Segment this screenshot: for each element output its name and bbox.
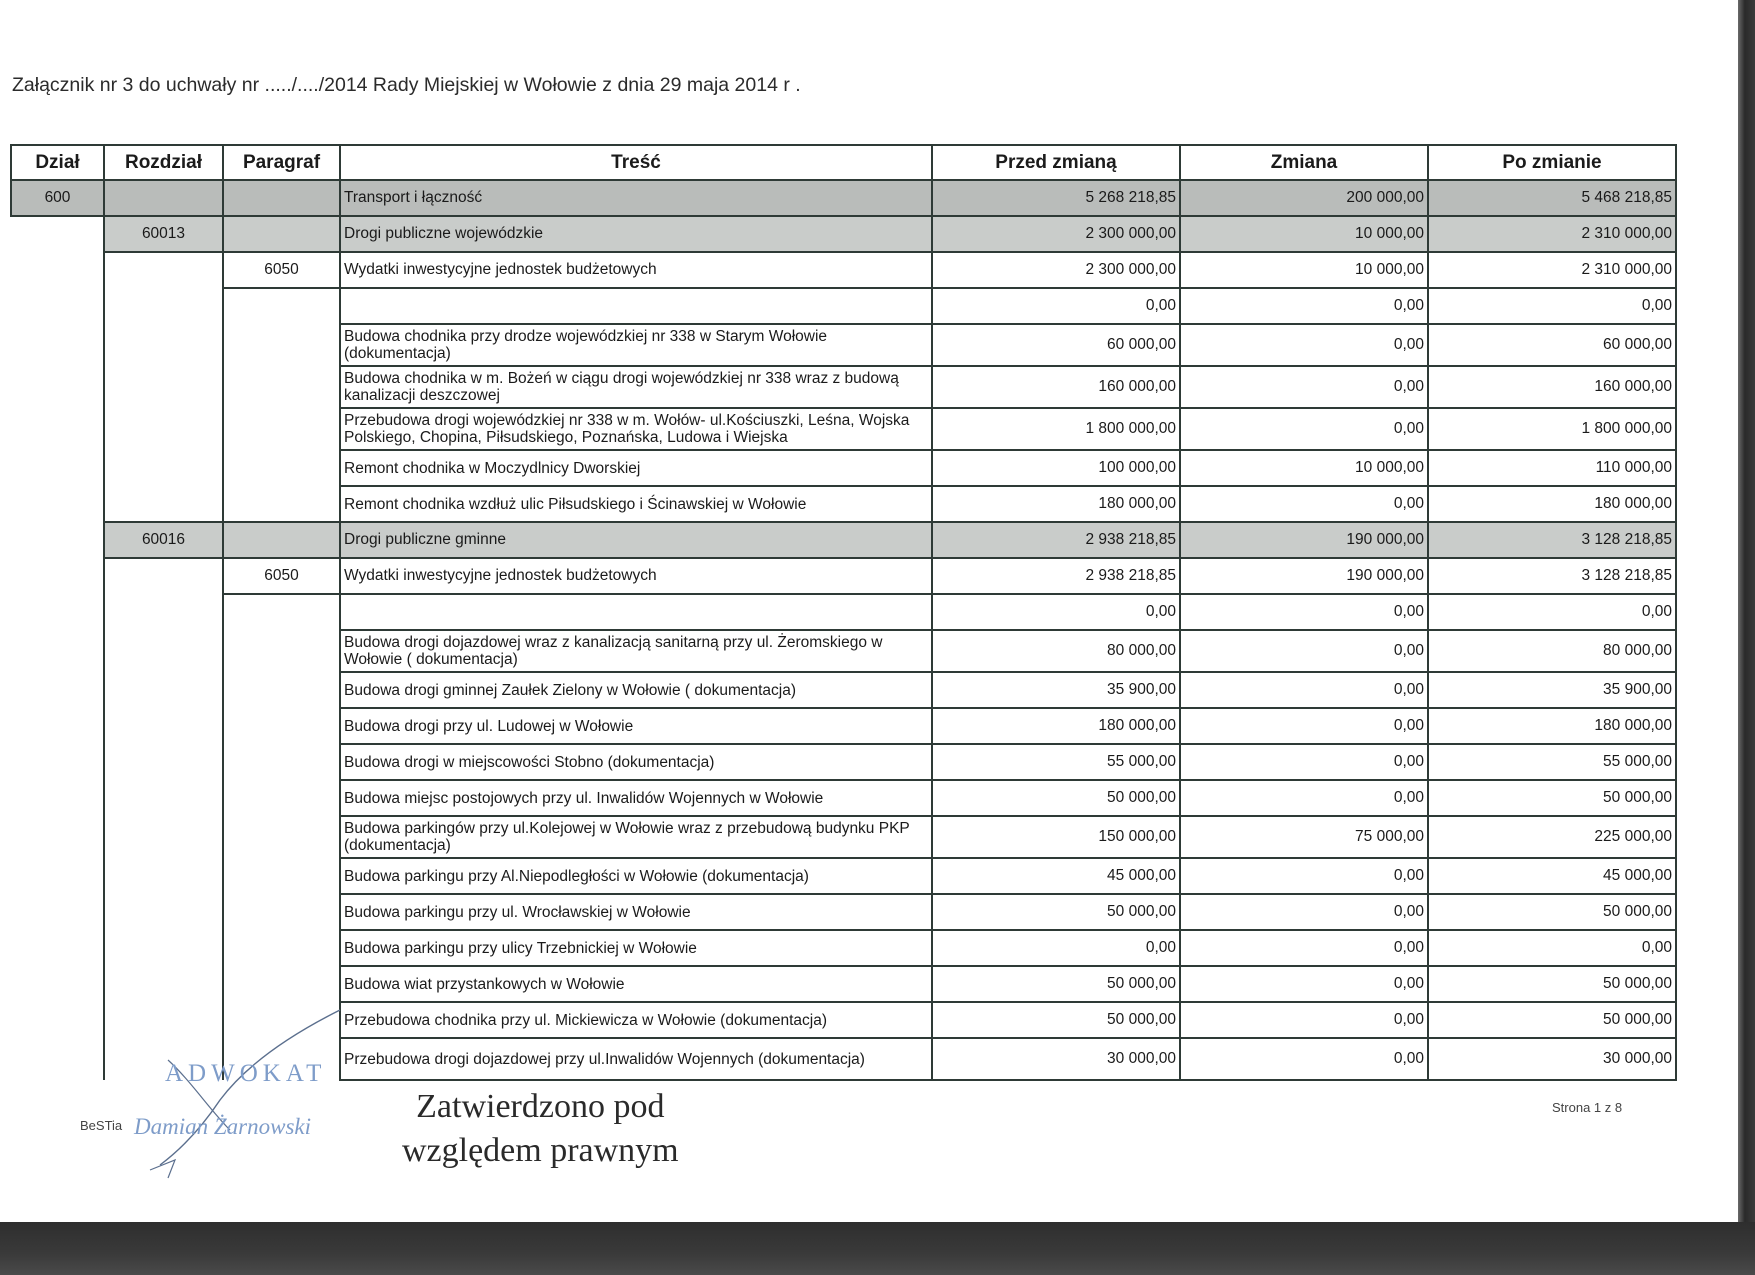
- item-przed: 55 000,00: [932, 744, 1180, 780]
- item-name: Remont chodnika wzdłuż ulic Piłsudskiego i Ścinawskiej w Wołowie: [340, 486, 932, 522]
- item-po: 1 800 000,00: [1428, 408, 1676, 450]
- item-przed: 1 800 000,00: [932, 408, 1180, 450]
- item-po: 50 000,00: [1428, 966, 1676, 1002]
- item-po: 0,00: [1428, 288, 1676, 324]
- rozdzial-przed: 2 938 218,85: [932, 522, 1180, 558]
- item-po: 50 000,00: [1428, 894, 1676, 930]
- paragraf-po: 3 128 218,85: [1428, 558, 1676, 594]
- item-przed: 45 000,00: [932, 858, 1180, 894]
- dzial-name: Transport i łączność: [340, 180, 932, 216]
- item-name: Budowa drogi w miejscowości Stobno (dokumentacja): [340, 744, 932, 780]
- item-name: Przebudowa drogi wojewódzkiej nr 338 w m. Wołów- ul.Kościuszki, Leśna, Wojska Polskiego, Chopina, Piłsudskiego, Poznańska, Ludowa i Wiejska: [340, 408, 932, 450]
- item-po: 50 000,00: [1428, 780, 1676, 816]
- item-name: Budowa drogi dojazdowej wraz z kanalizacją sanitarną przy ul. Żeromskiego w Wołowie ( dokumentacja): [340, 630, 932, 672]
- col-header-po-zmianie: Po zmianie: [1428, 145, 1676, 180]
- document-header: Załącznik nr 3 do uchwały nr ...../..../2014 Rady Miejskiej w Wołowie z dnia 29 maja 2014 r .: [12, 74, 801, 96]
- item-name: Budowa parkingu przy Al.Niepodległości w Wołowie (dokumentacja): [340, 858, 932, 894]
- stamp-name: Damian Żarnowski: [134, 1114, 311, 1139]
- item-po: 0,00: [1428, 930, 1676, 966]
- item-po: 180 000,00: [1428, 486, 1676, 522]
- item-po: 45 000,00: [1428, 858, 1676, 894]
- item-po: 160 000,00: [1428, 366, 1676, 408]
- item-przed: 150 000,00: [932, 816, 1180, 858]
- col-header-tresc: Treść: [340, 145, 932, 180]
- item-przed: 180 000,00: [932, 708, 1180, 744]
- item-przed: 30 000,00: [932, 1038, 1180, 1080]
- approval-line-1: Zatwierdzono pod: [416, 1088, 665, 1125]
- col-header-zmiana: Zmiana: [1180, 145, 1428, 180]
- paragraf-code: 6050: [223, 252, 340, 288]
- item-zmiana: 0,00: [1180, 594, 1428, 630]
- scanner-edge-bottom: [0, 1222, 1755, 1275]
- item-name: Budowa chodnika w m. Bożeń w ciągu drogi wojewódzkiej nr 338 wraz z budową kanalizacji deszczowej: [340, 366, 932, 408]
- item-name: Przebudowa chodnika przy ul. Mickiewicza w Wołowie (dokumentacja): [340, 1002, 932, 1038]
- paragraf-code: 6050: [223, 558, 340, 594]
- item-name: Budowa miejsc postojowych przy ul. Inwalidów Wojennych w Wołowie: [340, 780, 932, 816]
- item-name: Budowa drogi gminnej Zaułek Zielony w Wołowie ( dokumentacja): [340, 672, 932, 708]
- dzial-code: 600: [11, 180, 104, 216]
- item-po: 55 000,00: [1428, 744, 1676, 780]
- item-po: 35 900,00: [1428, 672, 1676, 708]
- item-zmiana: 0,00: [1180, 408, 1428, 450]
- rozdzial-code: 60013: [104, 216, 223, 252]
- item-name: Budowa parkingu przy ulicy Trzebnickiej w Wołowie: [340, 930, 932, 966]
- item-zmiana: 0,00: [1180, 1038, 1428, 1080]
- rozdzial-code: 60016: [104, 522, 223, 558]
- item-zmiana: 0,00: [1180, 858, 1428, 894]
- paragraf-name: Wydatki inwestycyjne jednostek budżetowych: [340, 558, 932, 594]
- item-zmiana: 0,00: [1180, 1002, 1428, 1038]
- item-zmiana: 0,00: [1180, 486, 1428, 522]
- item-zmiana: 10 000,00: [1180, 450, 1428, 486]
- item-przed: 160 000,00: [932, 366, 1180, 408]
- paragraf-przed: 2 300 000,00: [932, 252, 1180, 288]
- item-przed: 0,00: [932, 288, 1180, 324]
- item-zmiana: 0,00: [1180, 324, 1428, 366]
- item-zmiana: 0,00: [1180, 780, 1428, 816]
- rozdzial-przed: 2 300 000,00: [932, 216, 1180, 252]
- rozdzial-po: 3 128 218,85: [1428, 522, 1676, 558]
- item-po: 110 000,00: [1428, 450, 1676, 486]
- item-zmiana: 0,00: [1180, 930, 1428, 966]
- paragraf-name: Wydatki inwestycyjne jednostek budżetowych: [340, 252, 932, 288]
- rozdzial-name: Drogi publiczne gminne: [340, 522, 932, 558]
- item-po: 225 000,00: [1428, 816, 1676, 858]
- item-zmiana: 0,00: [1180, 366, 1428, 408]
- col-header-paragraf: Paragraf: [223, 145, 340, 180]
- item-zmiana: 0,00: [1180, 288, 1428, 324]
- item-zmiana: 0,00: [1180, 672, 1428, 708]
- item-przed: 80 000,00: [932, 630, 1180, 672]
- rozdzial-po: 2 310 000,00: [1428, 216, 1676, 252]
- item-przed: 50 000,00: [932, 1002, 1180, 1038]
- scanner-edge-right: [1738, 0, 1755, 1275]
- item-przed: 35 900,00: [932, 672, 1180, 708]
- item-name: Budowa wiat przystankowych w Wołowie: [340, 966, 932, 1002]
- item-przed: 60 000,00: [932, 324, 1180, 366]
- item-przed: 0,00: [932, 930, 1180, 966]
- item-po: 80 000,00: [1428, 630, 1676, 672]
- item-przed: 50 000,00: [932, 966, 1180, 1002]
- software-label: BeSTia: [80, 1118, 123, 1133]
- approval-line-2: względem prawnym: [402, 1132, 679, 1169]
- rozdzial-zmiana: 10 000,00: [1180, 216, 1428, 252]
- dzial-przed: 5 268 218,85: [932, 180, 1180, 216]
- rozdzial-zmiana: 190 000,00: [1180, 522, 1428, 558]
- item-po: 60 000,00: [1428, 324, 1676, 366]
- item-przed: 50 000,00: [932, 780, 1180, 816]
- item-po: 50 000,00: [1428, 1002, 1676, 1038]
- item-name: Budowa parkingu przy ul. Wrocławskiej w Wołowie: [340, 894, 932, 930]
- item-name: Budowa parkingów przy ul.Kolejowej w Wołowie wraz z przebudową budynku PKP (dokumentacja): [340, 816, 932, 858]
- item-zmiana: 0,00: [1180, 708, 1428, 744]
- item-przed: 0,00: [932, 594, 1180, 630]
- col-header-rozdzial: Rozdział: [104, 145, 223, 180]
- stamp-title: ADWOKAT: [165, 1060, 327, 1087]
- col-header-dzial: Dział: [11, 145, 104, 180]
- paragraf-przed: 2 938 218,85: [932, 558, 1180, 594]
- item-przed: 180 000,00: [932, 486, 1180, 522]
- item-name: Przebudowa drogi dojazdowej przy ul.Inwalidów Wojennych (dokumentacja): [340, 1038, 932, 1080]
- dzial-zmiana: 200 000,00: [1180, 180, 1428, 216]
- rozdzial-name: Drogi publiczne wojewódzkie: [340, 216, 932, 252]
- item-name: Budowa chodnika przy drodze wojewódzkiej nr 338 w Starym Wołowie (dokumentacja): [340, 324, 932, 366]
- item-zmiana: 0,00: [1180, 630, 1428, 672]
- item-zmiana: 0,00: [1180, 966, 1428, 1002]
- item-name: Remont chodnika w Moczydlnicy Dworskiej: [340, 450, 932, 486]
- item-zmiana: 75 000,00: [1180, 816, 1428, 858]
- paragraf-po: 2 310 000,00: [1428, 252, 1676, 288]
- item-po: 0,00: [1428, 594, 1676, 630]
- dzial-po: 5 468 218,85: [1428, 180, 1676, 216]
- col-header-przed-zmiana: Przed zmianą: [932, 145, 1180, 180]
- page-number: Strona 1 z 8: [1552, 1100, 1623, 1115]
- item-po: 180 000,00: [1428, 708, 1676, 744]
- paragraf-zmiana: 190 000,00: [1180, 558, 1428, 594]
- item-przed: 50 000,00: [932, 894, 1180, 930]
- paragraf-zmiana: 10 000,00: [1180, 252, 1428, 288]
- item-name: Budowa drogi przy ul. Ludowej w Wołowie: [340, 708, 932, 744]
- item-po: 30 000,00: [1428, 1038, 1676, 1080]
- item-zmiana: 0,00: [1180, 744, 1428, 780]
- item-przed: 100 000,00: [932, 450, 1180, 486]
- approval-stamp: [402, 1085, 679, 1173]
- item-zmiana: 0,00: [1180, 894, 1428, 930]
